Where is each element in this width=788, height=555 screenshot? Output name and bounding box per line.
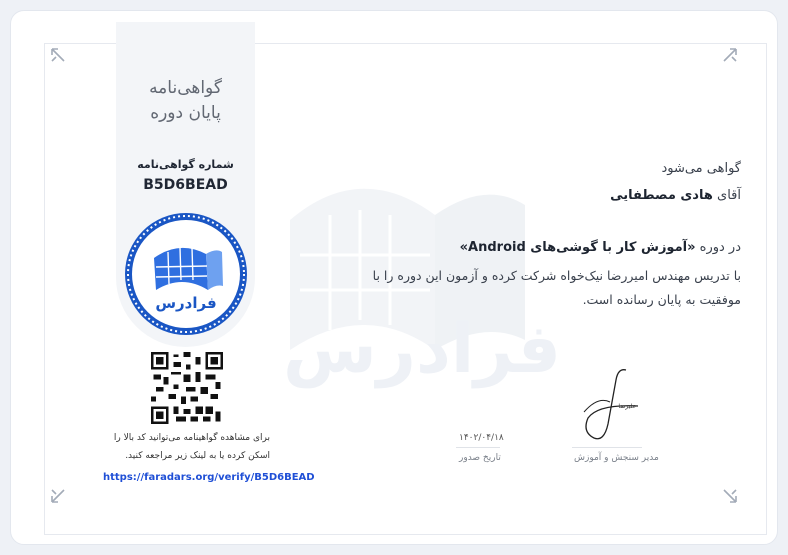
certificate-number: B5D6BEAD	[143, 177, 228, 193]
course-name: «آموزش کار با گوشی‌های Android»	[459, 240, 696, 255]
corner-ornament-icon	[723, 48, 737, 62]
issue-date-label: تاریخ صدور	[459, 453, 501, 463]
qr-code	[151, 352, 223, 424]
signature-line	[572, 447, 642, 448]
certificate-title: گواهی‌نامه	[149, 78, 222, 98]
signer-stamp: علیرضا	[618, 403, 636, 410]
certificate-subtitle: پایان دوره	[150, 103, 221, 123]
recipient-honorific: آقای	[717, 188, 741, 203]
course-prefix: در دوره	[699, 240, 741, 255]
description-line2: موفقیت به پایان رسانده است.	[582, 292, 741, 307]
verify-instructions-line1: برای مشاهده گواهینامه می‌توانید کد بالا را	[113, 433, 270, 443]
description-line1: با تدریس مهندس امیررضا نیک‌خواه شرکت کرده و آزمون این دوره را با	[372, 268, 741, 283]
issue-date: ۱۴۰۲/۰۴/۱۸	[459, 433, 504, 443]
corner-ornament-icon	[723, 489, 737, 503]
seal-logo-text: فرادرس	[155, 294, 217, 312]
verify-link[interactable]: https://faradars.org/verify/B5D6BEAD	[103, 472, 315, 483]
corner-ornament-icon	[51, 489, 65, 503]
date-line	[456, 447, 500, 448]
signature-image	[578, 366, 640, 448]
recipient-line	[610, 188, 741, 203]
recipient-name: هادی مصطفایی	[610, 188, 713, 203]
faradars-seal	[124, 212, 248, 336]
corner-ornament-icon	[51, 48, 65, 62]
watermark-text: فرادرس	[283, 310, 562, 389]
course-line	[460, 240, 741, 255]
signer-title: مدیر سنجش و آموزش	[574, 453, 659, 463]
verify-instructions-line2: اسکن کرده یا به لینک زیر مراجعه کنید.	[125, 451, 270, 461]
certify-text: گواهی می‌شود	[661, 161, 741, 176]
certificate-number-label: شماره گواهی‌نامه	[137, 158, 234, 171]
